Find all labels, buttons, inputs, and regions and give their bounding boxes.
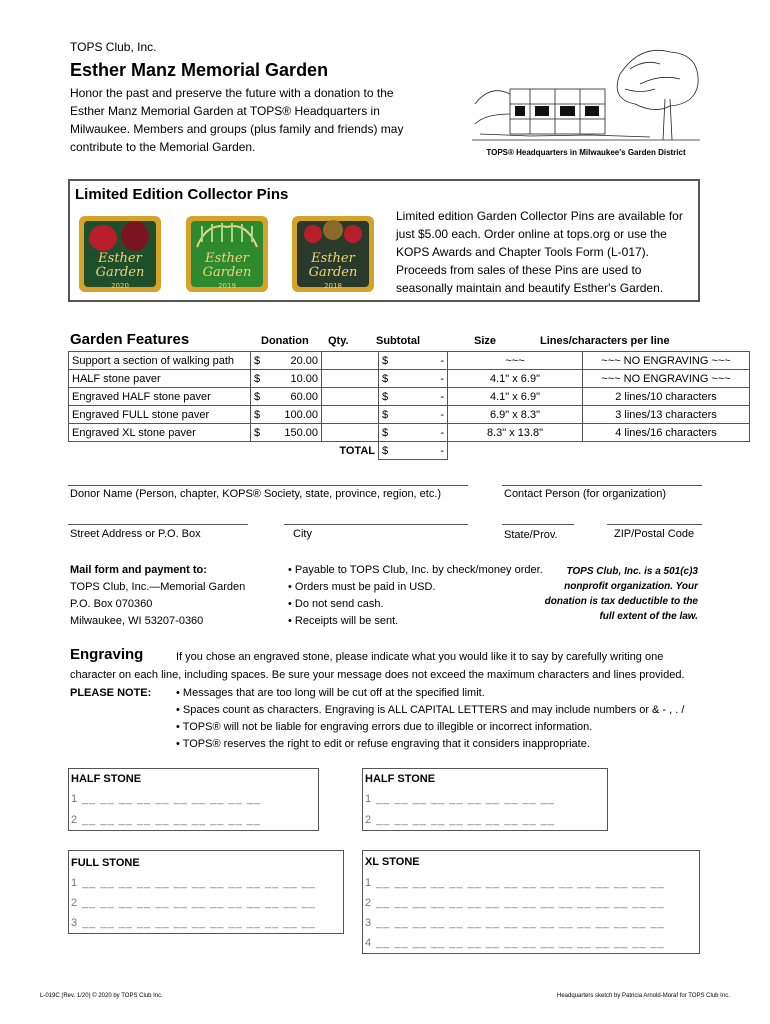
qty-header: Qty.	[328, 335, 349, 347]
engraving-line[interactable]: 2 __ __ __ __ __ __ __ __ __ __ __ __ __ __ __ __	[365, 897, 665, 909]
pin-year: 2020	[111, 282, 129, 290]
footer-credit: Headquarters sketch by Patricia Arnold-Moraf for TOPS Club Inc.	[557, 993, 730, 999]
subtotal-cell	[379, 352, 448, 370]
nonprofit-line: nonprofit organization. Your	[564, 581, 698, 592]
stone-title: XL STONE	[365, 856, 420, 868]
donor-name-label: Donor Name (Person, chapter, KOPS® Society, state, province, region, etc.)	[70, 488, 442, 500]
engraving-line[interactable]: 1 __ __ __ __ __ __ __ __ __ __	[71, 793, 262, 805]
engraving-note: • TOPS® will not be liable for engraving errors due to illegible or incorrect information.	[176, 721, 593, 733]
total-row	[69, 442, 750, 460]
size-cell: 8.3" x 13.8"	[448, 424, 583, 442]
item-description: HALF stone paver	[69, 370, 251, 388]
pin-text: Garden	[308, 265, 358, 280]
garden-features-title: Garden Features	[70, 331, 190, 348]
currency-symbol: $	[382, 390, 389, 403]
stone-title: HALF STONE	[71, 773, 142, 785]
mail-heading: Mail form and payment to:	[70, 564, 207, 576]
pin-text: Esther	[205, 251, 249, 266]
engraving-line[interactable]: 1 __ __ __ __ __ __ __ __ __ __ __ __ __	[71, 877, 316, 889]
mail-address-block	[70, 562, 245, 630]
lines-cell: ~~~ NO ENGRAVING ~~~	[583, 370, 750, 388]
size-cell: ~~~	[448, 352, 583, 370]
engraving-line[interactable]: 2 __ __ __ __ __ __ __ __ __ __	[71, 814, 262, 826]
subtotal-cell	[379, 388, 448, 406]
engraving-line[interactable]: 4 __ __ __ __ __ __ __ __ __ __ __ __ __ __ __ __	[365, 937, 665, 949]
donation-cell	[251, 424, 322, 442]
payment-bullet: • Do not send cash.	[288, 598, 384, 610]
donation-amount: 60.00	[290, 390, 318, 403]
engraving-line[interactable]: 3 __ __ __ __ __ __ __ __ __ __ __ __ __ __ __ __	[365, 917, 665, 929]
currency-symbol: $	[382, 354, 389, 367]
street-address-label: Street Address or P.O. Box	[70, 528, 201, 540]
item-description: Engraved FULL stone paver	[69, 406, 251, 424]
qty-input-cell[interactable]	[322, 388, 379, 406]
half-stone-box-left[interactable]	[68, 768, 319, 831]
item-description: Engraved HALF stone paver	[69, 388, 251, 406]
lines-cell: ~~~ NO ENGRAVING ~~~	[583, 352, 750, 370]
payment-bullet: • Orders must be paid in USD.	[288, 581, 436, 593]
subtotal-cell	[379, 370, 448, 388]
table-row	[69, 352, 750, 370]
currency-symbol: $	[254, 354, 261, 367]
full-stone-box[interactable]	[68, 850, 344, 934]
mail-line: P.O. Box 070360	[70, 598, 153, 610]
engraving-note: • TOPS® reserves the right to edit or refuse engraving that it considers inappropriate.	[176, 738, 590, 750]
nonprofit-line: donation is tax deductible to the	[544, 596, 698, 607]
pin-text: Esther	[311, 251, 355, 266]
contact-person-field[interactable]	[502, 485, 702, 486]
subtotal-value: -	[440, 426, 444, 439]
table-row	[69, 388, 750, 406]
lines-cell: 2 lines/10 characters	[583, 388, 750, 406]
xl-stone-box[interactable]	[362, 850, 700, 954]
qty-input-cell[interactable]	[322, 352, 379, 370]
pins-description: Limited edition Garden Collector Pins are available for just $5.00 each. Order online at tops.org or use the KOPS Awards and Chapter Tools Form (L-017). Proceeds from sales of these Pins are used to seasonally maintain and beautify Esther's Garden.	[396, 209, 683, 295]
pin-text: Garden	[202, 265, 252, 280]
subtotal-value: -	[440, 390, 444, 403]
currency-symbol: $	[382, 444, 389, 457]
state-field[interactable]	[502, 524, 574, 525]
half-stone-box-right[interactable]	[362, 768, 608, 831]
sketch-caption: TOPS® Headquarters in Milwaukee's Garden District	[486, 148, 686, 157]
nonprofit-note	[520, 564, 698, 624]
currency-symbol: $	[254, 372, 261, 385]
table-row	[69, 424, 750, 442]
size-header: Size	[474, 335, 497, 347]
lines-header: Lines/characters per line	[540, 335, 670, 347]
engraving-intro: character on each line, including spaces. Be sure your message does not exceed the maximum characters and lines provided.	[70, 669, 685, 681]
donation-cell	[251, 406, 322, 424]
pin-image-2018	[288, 212, 378, 296]
donor-name-field[interactable]	[68, 485, 468, 486]
city-label: City	[293, 528, 312, 540]
donation-amount: 10.00	[290, 372, 318, 385]
payment-bullet: • Payable to TOPS Club, Inc. by check/money order.	[288, 564, 543, 576]
total-value: -	[440, 444, 444, 457]
street-address-field[interactable]	[68, 524, 248, 525]
total-label: TOTAL	[339, 444, 375, 457]
currency-symbol: $	[254, 426, 261, 439]
size-cell: 4.1" x 6.9"	[448, 370, 583, 388]
currency-symbol: $	[382, 408, 389, 421]
currency-symbol: $	[254, 408, 261, 421]
item-description: Support a section of walking path	[69, 352, 251, 370]
size-cell: 6.9" x 8.3"	[448, 406, 583, 424]
pin-image-2019	[182, 212, 272, 296]
payment-bullet: • Receipts will be sent.	[288, 615, 399, 627]
subtotal-value: -	[440, 354, 444, 367]
item-description: Engraved XL stone paver	[69, 424, 251, 442]
table-row	[69, 406, 750, 424]
size-cell: 4.1" x 6.9"	[448, 388, 583, 406]
state-label: State/Prov.	[504, 529, 558, 541]
subtotal-value: -	[440, 408, 444, 421]
nonprofit-line: full extent of the law.	[599, 611, 698, 622]
currency-symbol: $	[382, 426, 389, 439]
payment-bullets	[288, 562, 543, 630]
subtotal-cell	[379, 424, 448, 442]
mail-line: TOPS Club, Inc.—Memorial Garden	[70, 581, 246, 593]
headquarters-sketch	[470, 44, 702, 144]
engraving-line[interactable]: 2 __ __ __ __ __ __ __ __ __ __ __ __ __	[71, 897, 316, 909]
donation-cell	[251, 352, 322, 370]
contact-person-label: Contact Person (for organization)	[504, 488, 667, 500]
please-note-label: PLEASE NOTE:	[70, 687, 152, 699]
engraving-line[interactable]: 2 __ __ __ __ __ __ __ __ __ __	[365, 814, 556, 826]
lines-cell: 4 lines/16 characters	[583, 424, 750, 442]
pin-image-2020	[75, 212, 165, 296]
engraving-intro: If you chose an engraved stone, please indicate what you would like it to say by carefully writing one	[176, 651, 664, 663]
engraving-title: Engraving	[70, 646, 144, 663]
currency-symbol: $	[382, 372, 389, 385]
organization-name: TOPS Club, Inc.	[70, 40, 157, 54]
engraving-line[interactable]: 3 __ __ __ __ __ __ __ __ __ __ __ __ __	[71, 917, 316, 929]
stone-title: FULL STONE	[71, 857, 140, 869]
page-title: Esther Manz Memorial Garden	[70, 60, 329, 80]
stone-title: HALF STONE	[365, 773, 436, 785]
engraving-notes	[176, 685, 684, 753]
donation-amount: 150.00	[284, 426, 318, 439]
donation-amount: 100.00	[284, 408, 318, 421]
engraving-line[interactable]: 1 __ __ __ __ __ __ __ __ __ __ __ __ __ __ __ __	[365, 877, 665, 889]
engraving-line[interactable]: 1 __ __ __ __ __ __ __ __ __ __	[365, 793, 556, 805]
donation-cell	[251, 370, 322, 388]
intro-paragraph: Honor the past and preserve the future with a donation to the Esther Manz Memorial Garden at TOPS® Headquarters in Milwaukee. Members and groups (plus family and friends) may contribute to the Memorial Garden.	[70, 86, 404, 154]
pin-year: 2019	[218, 282, 236, 290]
subtotal-value: -	[440, 372, 444, 385]
subtotal-cell	[379, 406, 448, 424]
pin-text: Garden	[95, 265, 145, 280]
lines-cell: 3 lines/13 characters	[583, 406, 750, 424]
qty-input-cell[interactable]	[322, 370, 379, 388]
footer-form-number: L-019C (Rev. 1/20) © 2020 by TOPS Club Inc.	[40, 993, 163, 999]
engraving-note: • Spaces count as characters. Engraving is ALL CAPITAL LETTERS and may include numbers or & - , . /	[176, 704, 685, 716]
nonprofit-line: TOPS Club, Inc. is a 501(c)3	[566, 566, 698, 577]
garden-features-table	[68, 351, 750, 460]
donation-cell	[251, 388, 322, 406]
qty-input-cell[interactable]	[322, 406, 379, 424]
subtotal-header: Subtotal	[376, 335, 420, 347]
zip-label: ZIP/Postal Code	[614, 528, 695, 540]
pin-year: 2018	[324, 282, 342, 290]
pins-title: Limited Edition Collector Pins	[75, 186, 289, 203]
currency-symbol: $	[254, 390, 261, 403]
engraving-note: • Messages that are too long will be cut off at the specified limit.	[176, 687, 485, 699]
mail-line: Milwaukee, WI 53207-0360	[70, 615, 204, 627]
qty-input-cell[interactable]	[322, 424, 379, 442]
pin-text: Esther	[98, 251, 142, 266]
donation-header: Donation	[261, 335, 309, 347]
zip-field[interactable]	[607, 524, 702, 525]
total-cell	[379, 442, 448, 460]
city-field[interactable]	[284, 524, 468, 525]
donation-amount: 20.00	[290, 354, 318, 367]
table-row	[69, 370, 750, 388]
